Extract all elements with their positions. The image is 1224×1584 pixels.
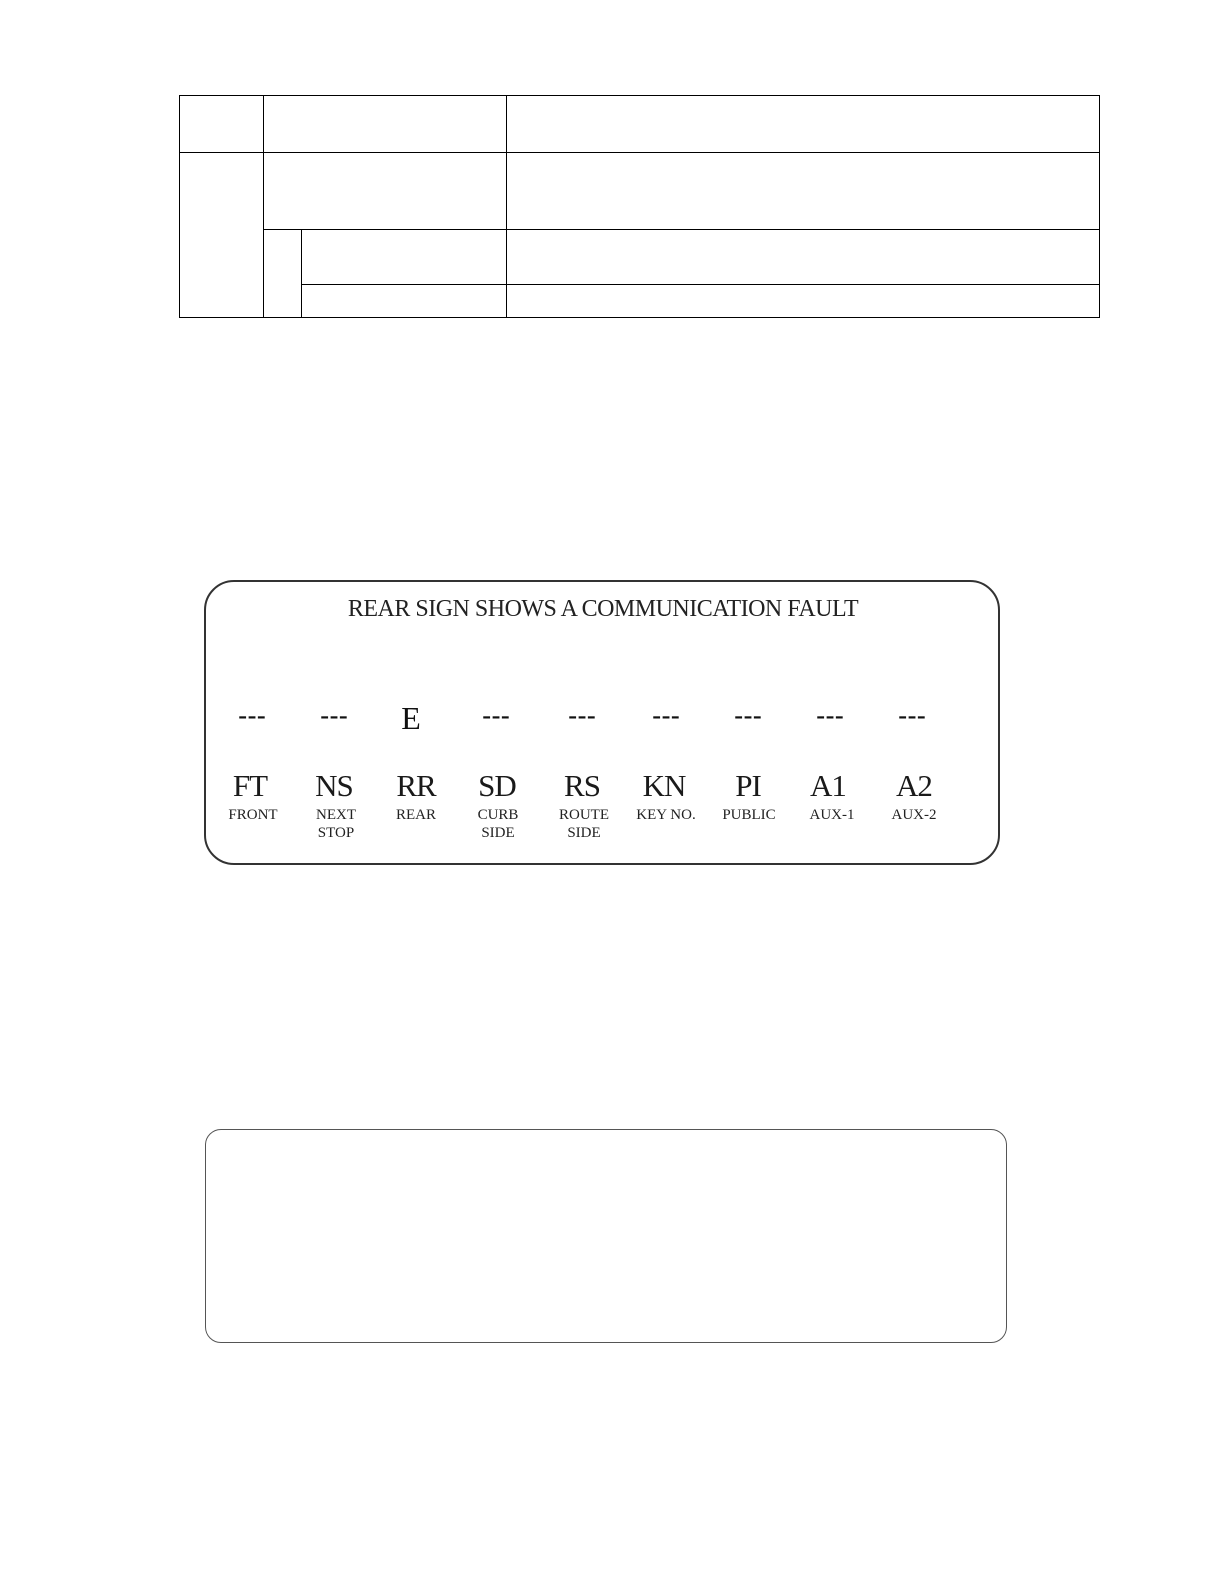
name-public: PUBLIC	[722, 807, 776, 823]
code-route-side: RS	[564, 768, 600, 803]
panel-title: REAR SIGN SHOWS A COMMUNICATION FAULT	[347, 596, 859, 622]
table-rule-top	[179, 95, 1100, 96]
name-rear: REAR	[395, 807, 436, 823]
status-aux-1: ---	[816, 700, 844, 731]
table-rule-left	[179, 95, 180, 318]
table-rule-col1	[263, 95, 264, 318]
name-front: FRONT	[228, 807, 278, 823]
code-aux-2: A2	[896, 768, 932, 803]
status-curb-side: ---	[482, 700, 510, 731]
table-rule-row1	[179, 152, 1100, 153]
code-aux-1: A1	[810, 768, 846, 803]
table-rule-row3	[301, 284, 1100, 285]
code-public: PI	[735, 768, 761, 803]
name-aux-2: AUX-2	[891, 807, 937, 823]
code-key-no: KN	[642, 768, 686, 803]
status-key-no: ---	[652, 700, 680, 731]
name-aux-1: AUX-1	[809, 807, 855, 823]
status-route-side: ---	[568, 700, 596, 731]
name-key-no: KEY NO.	[636, 807, 696, 823]
table-rule-col2	[301, 229, 302, 318]
table-rule-row2	[263, 229, 1100, 230]
name-next-stop: NEXT STOP	[316, 807, 356, 841]
code-front: FT	[232, 768, 268, 803]
name-route-side: ROUTE SIDE	[559, 807, 609, 841]
status-rear: E	[401, 700, 421, 736]
status-aux-2: ---	[898, 700, 926, 731]
status-public: ---	[734, 700, 762, 731]
table-rule-col3	[506, 95, 507, 318]
status-front: ---	[238, 700, 266, 731]
code-next-stop: NS	[315, 768, 353, 803]
empty-display-box	[205, 1129, 1007, 1343]
status-next-stop: ---	[320, 700, 348, 731]
table-rule-right	[1099, 95, 1100, 318]
table-rule-bottom	[179, 317, 1100, 318]
code-curb-side: SD	[478, 768, 516, 803]
code-rear: RR	[396, 768, 436, 803]
name-curb-side: CURB SIDE	[477, 807, 519, 841]
